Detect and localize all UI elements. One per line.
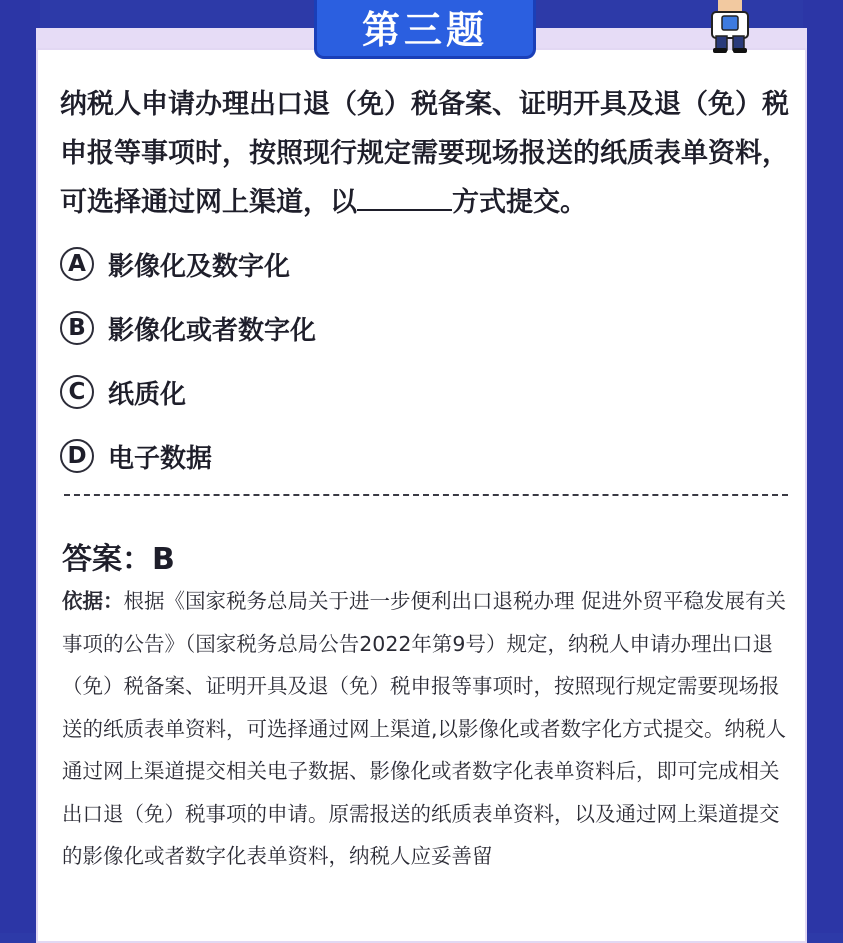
answer-label: 答案：B — [62, 542, 175, 577]
basis-lead: 依据： — [62, 589, 124, 613]
option-d[interactable] — [60, 424, 316, 488]
option-text: 影像化及数字化 — [108, 251, 291, 282]
option-letter: C — [60, 375, 94, 409]
divider — [64, 494, 788, 496]
options-list — [60, 232, 316, 488]
question-text-before: 纳税人申请办理出口退（免）税备案、证明开具及退（免）税申报等事项时，按照现行规定需要现场报送的纸质表单资料，可选择通过网上渠道，以 — [60, 89, 789, 218]
basis-text: 根据《国家税务总局关于进一步便利出口退税办理 促进外贸平稳发展有关事项的公告》（国家税务总局公告2022年第9号）规定，纳税人申请办理出口退（免）税备案、证明开具及退（免）税申报等事项时，按照现行规定需要现场报送的纸质表单资料，可选择通过网上渠道,以影像化或者数字化方式提交。纳税人通过网上渠道提交相关电子数据、影像化或者数字化表单资料后，即可完成相关出口退（免）税事项的申请。原需报送的纸质表单资料，以及通过网上渠道提交的影像化或者数字化表单资料，纳税人应妥善留 — [62, 589, 787, 868]
option-a[interactable] — [60, 232, 316, 296]
basis-paragraph — [62, 580, 792, 878]
option-text: 电子数据 — [108, 443, 213, 474]
option-b[interactable] — [60, 296, 316, 360]
option-letter: A — [60, 247, 94, 281]
page-title: 第三题 — [361, 7, 488, 52]
question-text — [60, 80, 800, 227]
title-badge — [314, 0, 536, 59]
right-border — [803, 0, 843, 933]
option-letter: D — [60, 439, 94, 473]
answer-blank — [357, 185, 452, 211]
option-text: 影像化或者数字化 — [108, 315, 317, 346]
option-c[interactable] — [60, 360, 316, 424]
mascot-icon — [700, 0, 760, 54]
question-text-after: 方式提交。 — [452, 187, 587, 218]
left-border — [0, 0, 40, 933]
option-letter: B — [60, 311, 94, 345]
option-text: 纸质化 — [108, 379, 187, 410]
